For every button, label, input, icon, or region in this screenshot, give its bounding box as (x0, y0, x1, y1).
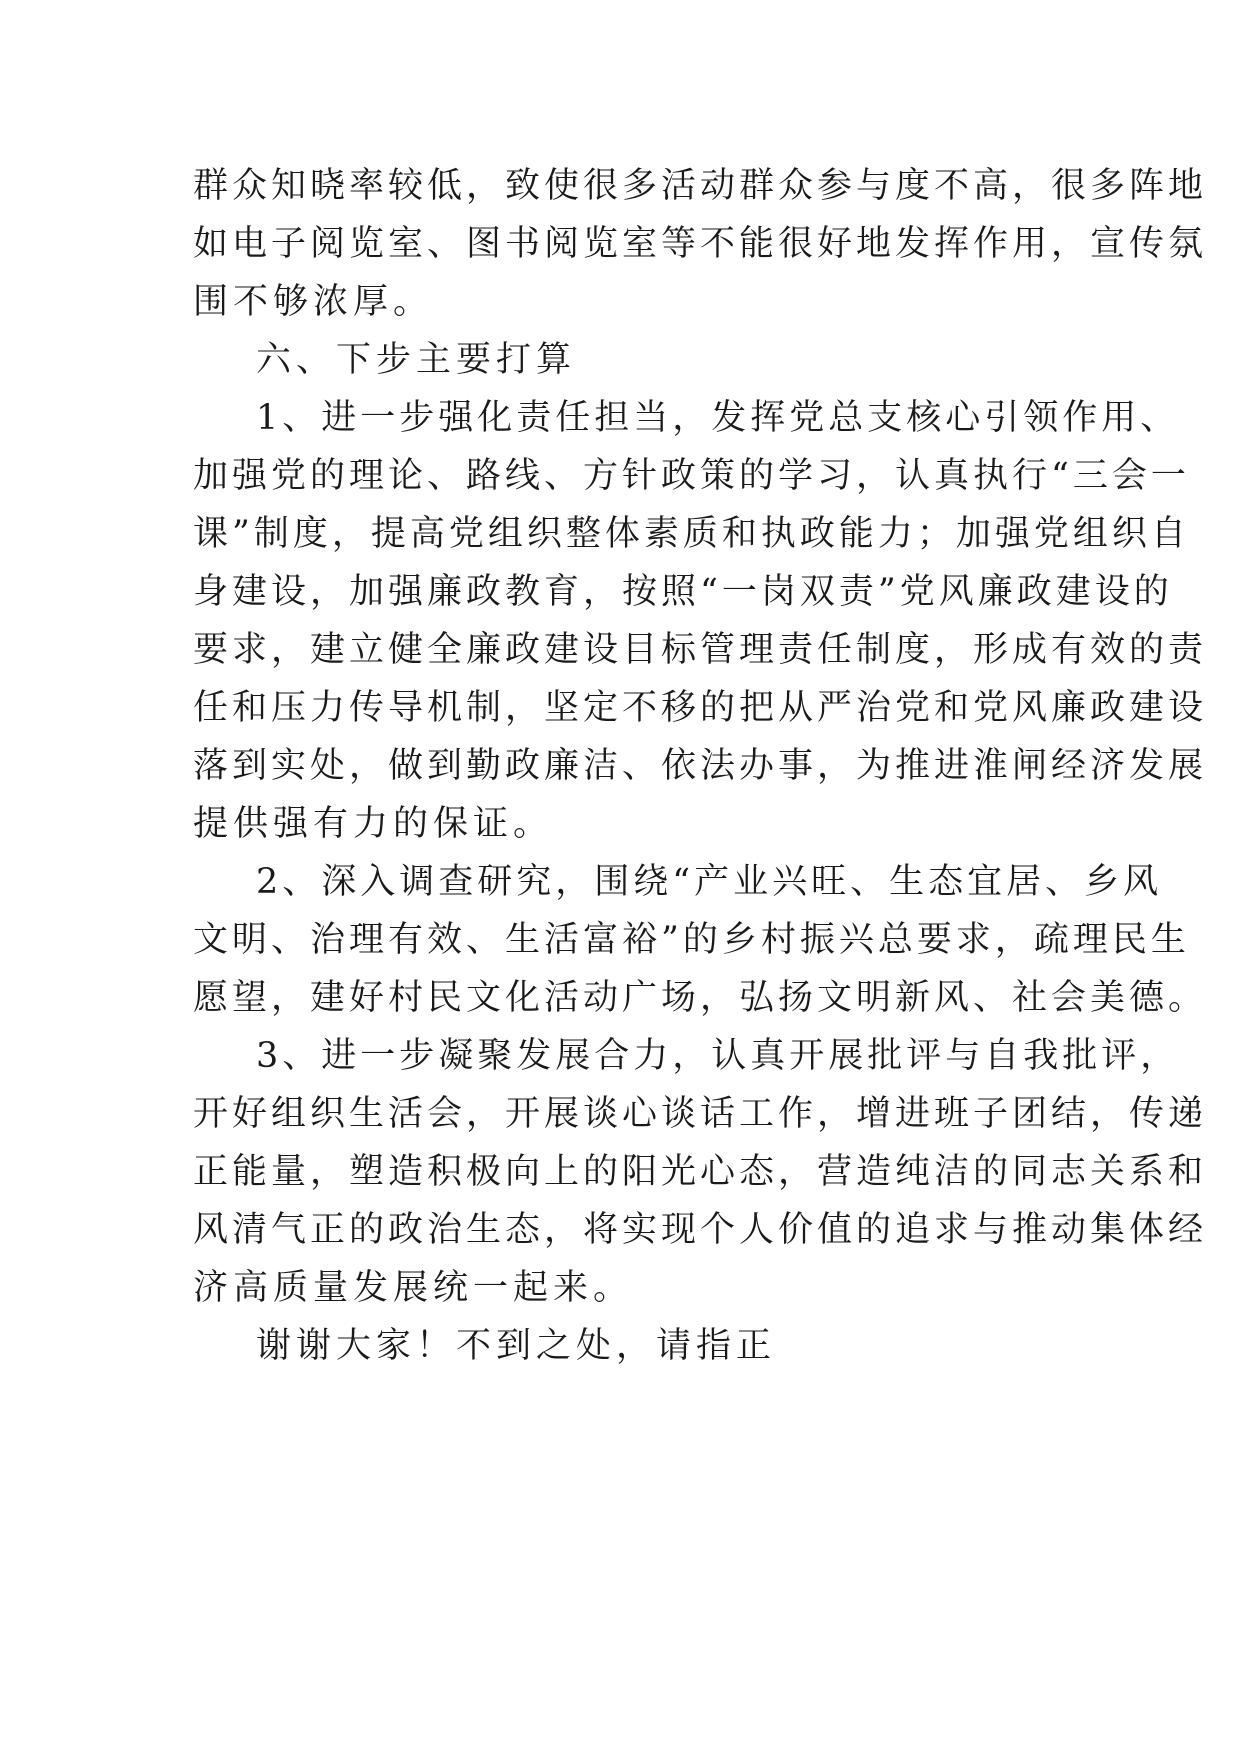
text-line: 围不够浓厚。 (193, 282, 434, 322)
text-line: 1、进一步强化责任担当，发挥党总支核心引领作用、 (256, 398, 1180, 438)
text-line: 风清气正的政治生态，将实现个人价值的追求与推动集体经 (193, 1210, 1208, 1250)
section-heading: 六、下步主要打算 (256, 340, 577, 380)
text-line: 课”制度，提高党组织整体素质和执政能力；加强党组织自 (193, 514, 1190, 554)
closing-remark: 谢谢大家！不到之处，请指正 (256, 1326, 777, 1366)
text-line: 2、深入调查研究，围绕“产业兴旺、生态宜居、乡风 (256, 862, 1163, 902)
text-line: 3、进一步凝聚发展合力，认真开展批评与自我批评， (256, 1036, 1180, 1076)
text-line: 开好组织生活会，开展谈心谈话工作，增进班子团结，传递 (193, 1094, 1208, 1134)
text-line: 加强党的理论、路线、方针政策的学习，认真执行“三会一 (193, 456, 1190, 496)
text-line: 提供强有力的保证。 (193, 804, 554, 844)
text-line: 群众知晓率较低，致使很多活动群众参与度不高，很多阵地 (193, 166, 1208, 206)
text-line: 身建设，加强廉政教育，按照“一岗双责”党风廉政建设的 (193, 572, 1173, 612)
text-line: 如电子阅览室、图书阅览室等不能很好地发挥作用，宣传氛 (193, 224, 1208, 264)
text-line: 要求，建立健全廉政建设目标管理责任制度，形成有效的责 (193, 630, 1208, 670)
text-line: 济高质量发展统一起来。 (193, 1268, 634, 1308)
text-line: 落到实处，做到勤政廉洁、依法办事，为推进淮闸经济发展 (193, 746, 1208, 786)
text-line: 文明、治理有效、生活富裕”的乡村振兴总要求，疏理民生 (193, 920, 1190, 960)
text-line: 愿望，建好村民文化活动广场，弘扬文明新风、社会美德。 (193, 978, 1208, 1018)
text-line: 任和压力传导机制，坚定不移的把从严治党和党风廉政建设 (193, 688, 1208, 728)
text-line: 正能量，塑造积极向上的阳光心态，营造纯洁的同志关系和 (193, 1152, 1208, 1192)
